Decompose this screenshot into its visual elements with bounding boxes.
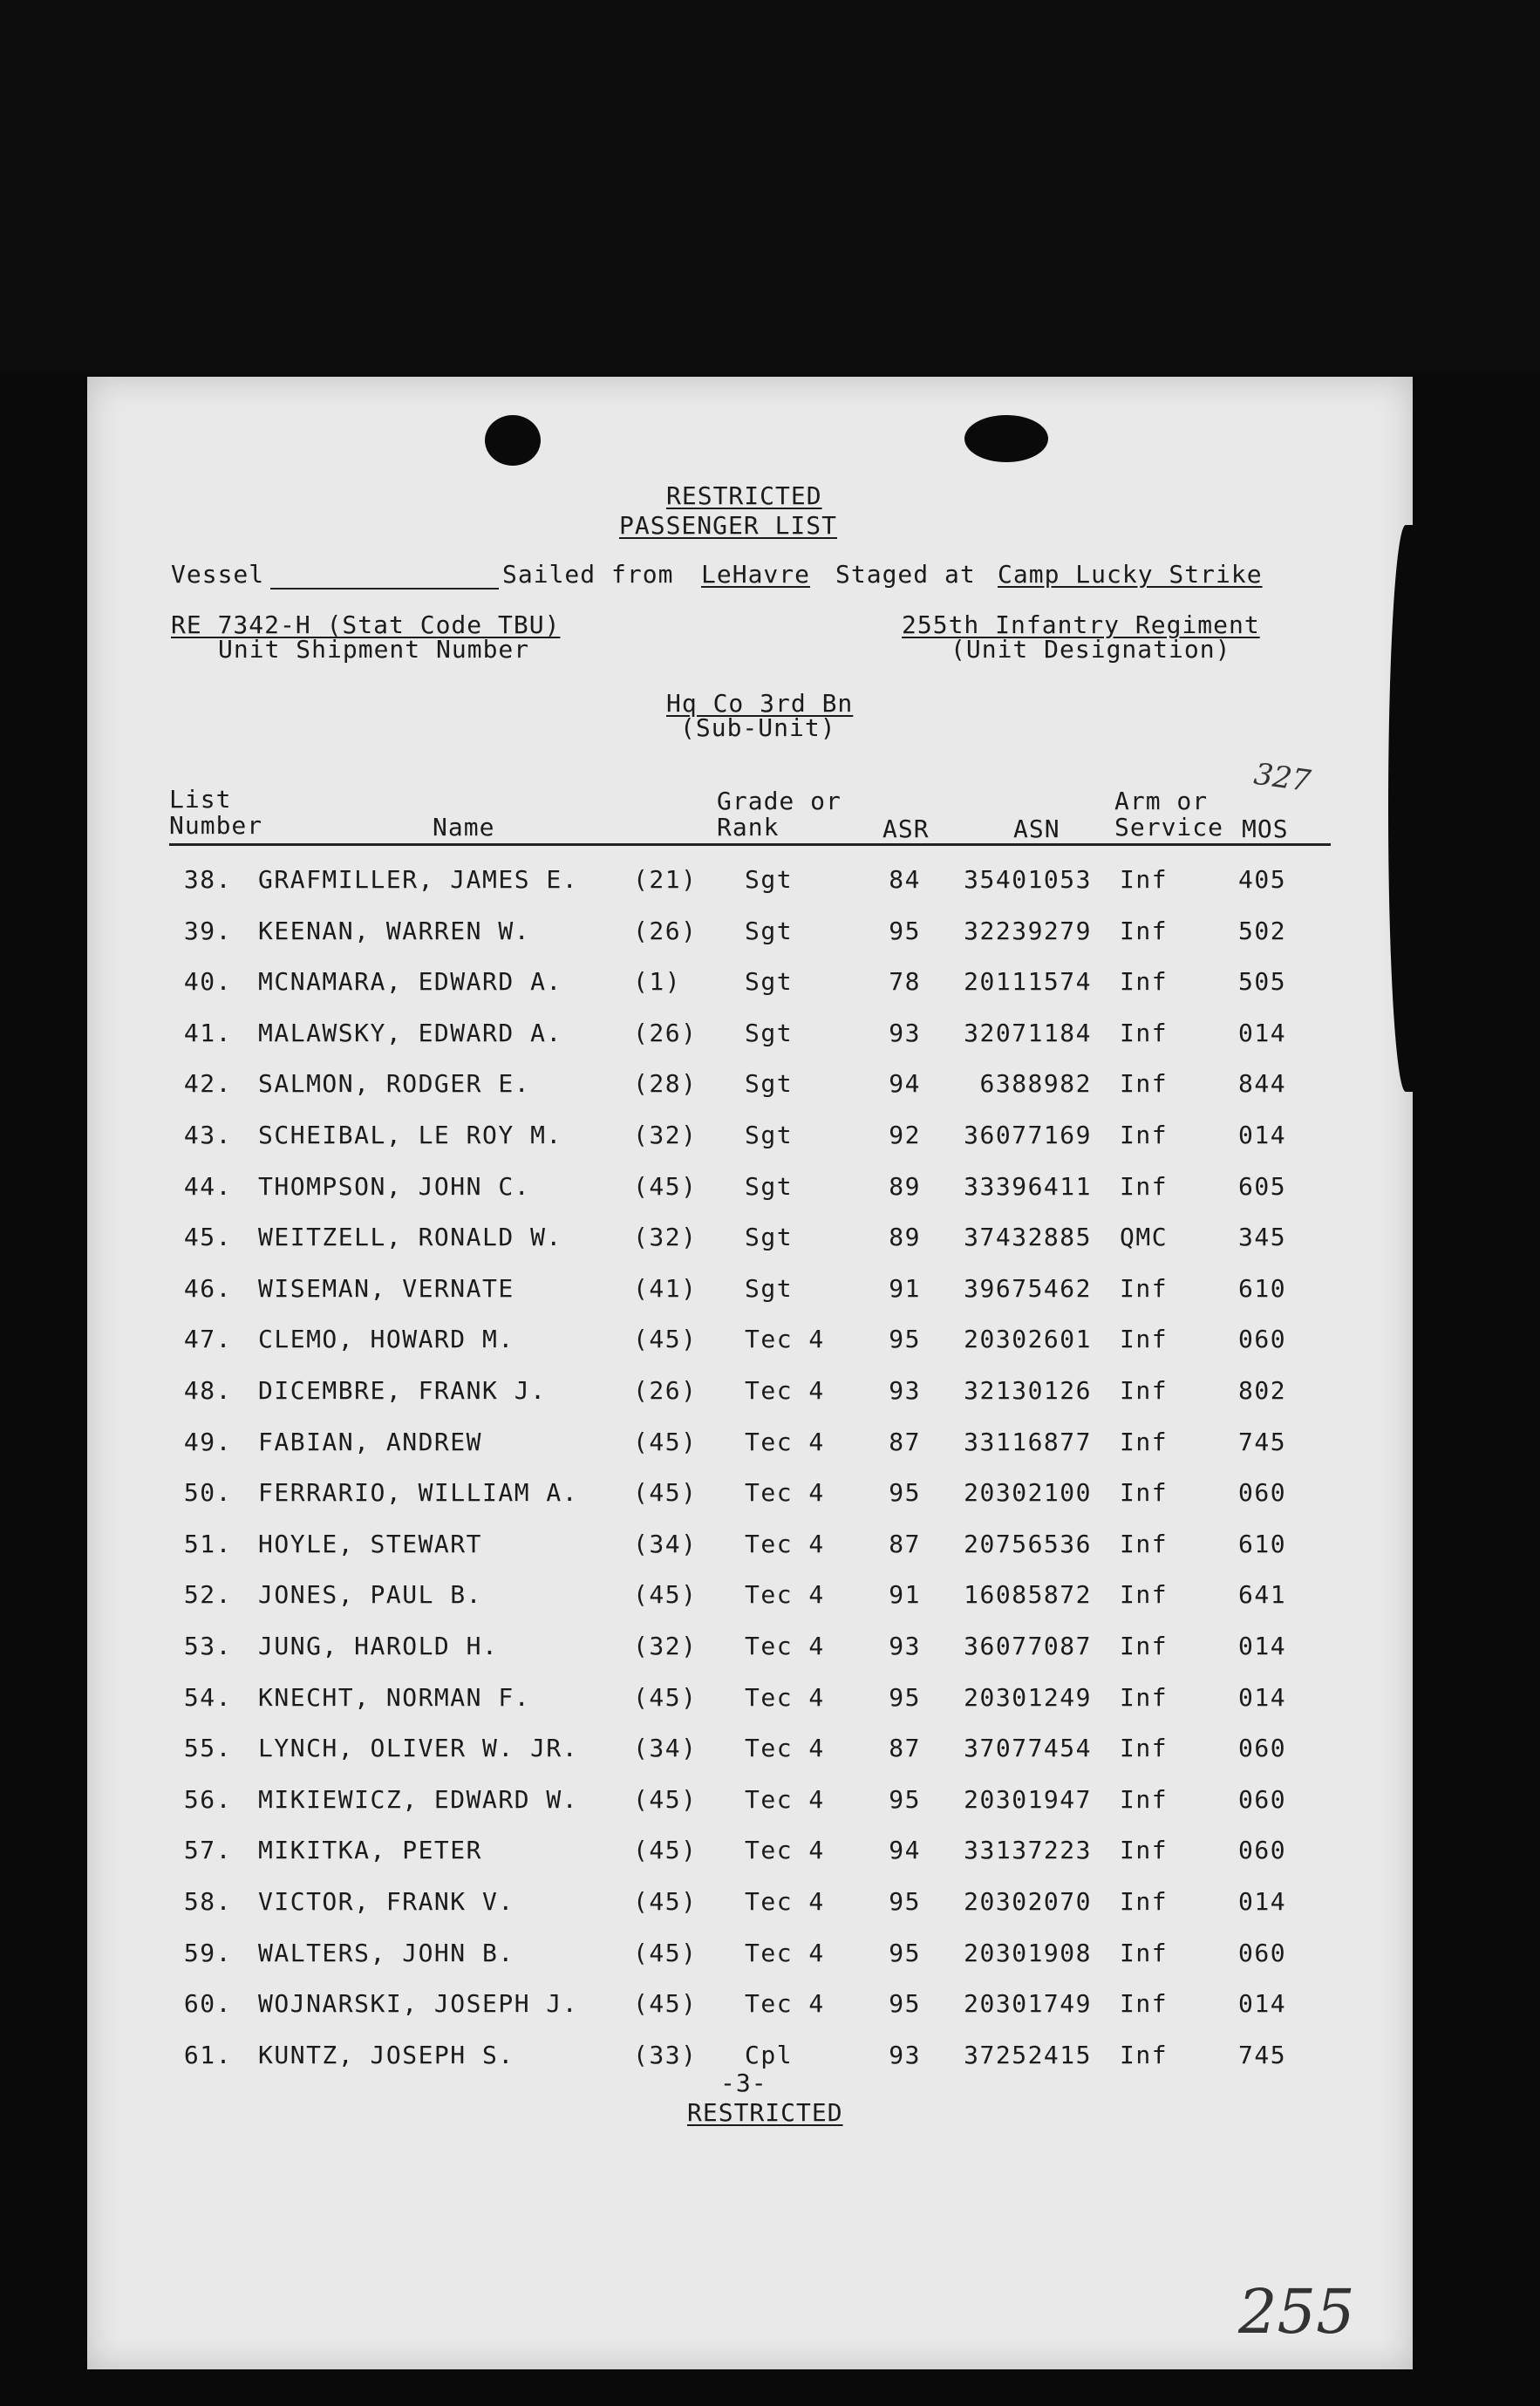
row-name: JONES, PAUL B. <box>258 1580 483 1609</box>
row-number: 52. <box>183 1580 232 1609</box>
col-list-2: Number <box>169 811 263 840</box>
row-arm: Inf <box>1120 1019 1169 1047</box>
staged-label: Staged at <box>835 560 976 589</box>
row-asr: 89 <box>889 1172 921 1201</box>
row-asn: 20111574 <box>964 967 1092 996</box>
row-asr: 93 <box>889 1019 921 1047</box>
row-name: MALAWSKY, EDWARD A. <box>258 1019 562 1047</box>
row-mos: 014 <box>1238 1632 1287 1660</box>
row-code: (34) <box>633 1530 698 1558</box>
row-arm: QMC <box>1120 1223 1169 1251</box>
row-mos: 014 <box>1238 1887 1287 1916</box>
row-rank: Sgt <box>745 1274 794 1303</box>
document-title: PASSENGER LIST <box>619 511 838 540</box>
restricted-bottom: RESTRICTED <box>687 2098 843 2127</box>
row-mos: 605 <box>1238 1172 1287 1201</box>
row-asr: 91 <box>889 1274 921 1303</box>
row-rank: Tec 4 <box>745 1580 825 1609</box>
col-list-1: List <box>169 785 232 814</box>
row-rank: Sgt <box>745 1019 794 1047</box>
subunit-caption: (Sub-Unit) <box>680 713 836 742</box>
row-arm: Inf <box>1120 1836 1169 1864</box>
row-asr: 95 <box>889 1989 921 2018</box>
row-asr: 95 <box>889 1939 921 1967</box>
row-number: 60. <box>183 1989 232 2018</box>
row-asn: 33116877 <box>964 1428 1092 1456</box>
punch-hole-right <box>964 415 1048 462</box>
row-number: 38. <box>183 865 232 894</box>
row-asn: 37077454 <box>964 1734 1092 1762</box>
row-code: (45) <box>633 1428 698 1456</box>
row-name: KUNTZ, JOSEPH S. <box>258 2041 514 2069</box>
handwritten-bottom: 255 <box>1238 2276 1355 2348</box>
document-page <box>87 377 1413 2369</box>
row-asr: 87 <box>889 1530 921 1558</box>
row-number: 43. <box>183 1121 232 1149</box>
row-arm: Inf <box>1120 1428 1169 1456</box>
sailed-value: LeHavre <box>701 560 811 589</box>
row-asr: 93 <box>889 2041 921 2069</box>
row-arm: Inf <box>1120 1069 1169 1098</box>
row-code: (32) <box>633 1223 698 1251</box>
row-mos: 060 <box>1238 1325 1287 1353</box>
row-name: CLEMO, HOWARD M. <box>258 1325 514 1353</box>
row-arm: Inf <box>1120 1530 1169 1558</box>
row-asn: 20302100 <box>964 1478 1092 1507</box>
row-mos: 502 <box>1238 917 1287 945</box>
row-code: (1) <box>633 967 682 996</box>
row-asn: 36077087 <box>964 1632 1092 1660</box>
row-number: 56. <box>183 1785 232 1814</box>
row-name: THOMPSON, JOHN C. <box>258 1172 531 1201</box>
row-mos: 405 <box>1238 865 1287 894</box>
row-arm: Inf <box>1120 1734 1169 1762</box>
row-asn: 37432885 <box>964 1223 1092 1251</box>
row-rank: Sgt <box>745 1121 794 1149</box>
row-arm: Inf <box>1120 1580 1169 1609</box>
row-number: 51. <box>183 1530 232 1558</box>
row-number: 61. <box>183 2041 232 2069</box>
row-number: 46. <box>183 1274 232 1303</box>
row-mos: 345 <box>1238 1223 1287 1251</box>
row-arm: Inf <box>1120 917 1169 945</box>
subunit-value: Hq Co 3rd Bn <box>666 689 854 718</box>
row-rank: Sgt <box>745 967 794 996</box>
row-asr: 95 <box>889 917 921 945</box>
punch-hole-left <box>485 415 541 466</box>
row-asr: 93 <box>889 1376 921 1405</box>
row-name: LYNCH, OLIVER W. JR. <box>258 1734 579 1762</box>
col-mos: MOS <box>1242 814 1289 843</box>
row-name: DICEMBRE, FRANK J. <box>258 1376 547 1405</box>
row-mos: 610 <box>1238 1530 1287 1558</box>
row-code: (45) <box>633 1989 698 2018</box>
row-asr: 95 <box>889 1478 921 1507</box>
row-mos: 505 <box>1238 967 1287 996</box>
row-arm: Inf <box>1120 1887 1169 1916</box>
row-number: 45. <box>183 1223 232 1251</box>
col-name: Name <box>433 813 495 842</box>
row-mos: 060 <box>1238 1734 1287 1762</box>
row-asr: 92 <box>889 1121 921 1149</box>
row-asn: 20301749 <box>964 1989 1092 2018</box>
row-arm: Inf <box>1120 1325 1169 1353</box>
row-code: (45) <box>633 1836 698 1864</box>
row-rank: Tec 4 <box>745 1683 825 1712</box>
row-arm: Inf <box>1120 1785 1169 1814</box>
row-code: (34) <box>633 1734 698 1762</box>
row-name: WEITZELL, RONALD W. <box>258 1223 562 1251</box>
row-name: FABIAN, ANDREW <box>258 1428 483 1456</box>
col-grade-1: Grade or <box>717 787 842 815</box>
handwritten-top: 327 <box>1251 756 1313 800</box>
row-rank: Cpl <box>745 2041 794 2069</box>
row-mos: 802 <box>1238 1376 1287 1405</box>
row-rank: Sgt <box>745 1172 794 1201</box>
row-rank: Tec 4 <box>745 1632 825 1660</box>
row-code: (45) <box>633 1887 698 1916</box>
row-code: (45) <box>633 1478 698 1507</box>
row-name: MCNAMARA, EDWARD A. <box>258 967 562 996</box>
row-number: 50. <box>183 1478 232 1507</box>
row-name: KNECHT, NORMAN F. <box>258 1683 531 1712</box>
row-asr: 95 <box>889 1325 921 1353</box>
row-asn: 32130126 <box>964 1376 1092 1405</box>
unit-caption: (Unit Designation) <box>951 635 1231 664</box>
row-arm: Inf <box>1120 865 1169 894</box>
row-mos: 641 <box>1238 1580 1287 1609</box>
row-code: (32) <box>633 1121 698 1149</box>
col-arm-2: Service <box>1114 813 1224 842</box>
row-asr: 91 <box>889 1580 921 1609</box>
row-mos: 060 <box>1238 1939 1287 1967</box>
row-number: 55. <box>183 1734 232 1762</box>
row-asr: 94 <box>889 1069 921 1098</box>
row-asr: 95 <box>889 1887 921 1916</box>
col-grade-2: Rank <box>717 813 780 842</box>
row-asn: 16085872 <box>964 1580 1092 1609</box>
row-mos: 014 <box>1238 1019 1287 1047</box>
row-name: MIKIEWICZ, EDWARD W. <box>258 1785 579 1814</box>
row-mos: 610 <box>1238 1274 1287 1303</box>
row-arm: Inf <box>1120 2041 1169 2069</box>
row-asn: 20302601 <box>964 1325 1092 1353</box>
row-rank: Tec 4 <box>745 1836 825 1864</box>
row-name: MIKITKA, PETER <box>258 1836 483 1864</box>
row-asn: 36077169 <box>964 1121 1092 1149</box>
scan-background <box>0 0 1540 375</box>
row-asr: 78 <box>889 967 921 996</box>
row-asn: 37252415 <box>964 2041 1092 2069</box>
col-arm-1: Arm or <box>1114 787 1209 815</box>
row-code: (21) <box>633 865 698 894</box>
row-number: 44. <box>183 1172 232 1201</box>
row-number: 54. <box>183 1683 232 1712</box>
row-mos: 014 <box>1238 1683 1287 1712</box>
row-arm: Inf <box>1120 1683 1169 1712</box>
row-arm: Inf <box>1120 1376 1169 1405</box>
row-asr: 95 <box>889 1683 921 1712</box>
row-arm: Inf <box>1120 1274 1169 1303</box>
row-rank: Sgt <box>745 865 794 894</box>
col-asn: ASN <box>1013 814 1060 843</box>
row-code: (26) <box>633 917 698 945</box>
row-name: WOJNARSKI, JOSEPH J. <box>258 1989 579 2018</box>
row-arm: Inf <box>1120 1632 1169 1660</box>
row-arm: Inf <box>1120 1172 1169 1201</box>
row-code: (26) <box>633 1019 698 1047</box>
row-mos: 745 <box>1238 2041 1287 2069</box>
header-rule <box>169 843 1331 846</box>
row-arm: Inf <box>1120 1478 1169 1507</box>
row-name: WISEMAN, VERNATE <box>258 1274 514 1303</box>
row-name: SCHEIBAL, LE ROY M. <box>258 1121 562 1149</box>
row-rank: Sgt <box>745 1223 794 1251</box>
row-code: (28) <box>633 1069 698 1098</box>
row-code: (41) <box>633 1274 698 1303</box>
row-name: JUNG, HAROLD H. <box>258 1632 499 1660</box>
row-code: (33) <box>633 2041 698 2069</box>
row-rank: Tec 4 <box>745 1376 825 1405</box>
row-rank: Tec 4 <box>745 1428 825 1456</box>
row-arm: Inf <box>1120 1939 1169 1967</box>
row-asr: 84 <box>889 865 921 894</box>
row-mos: 060 <box>1238 1785 1287 1814</box>
row-asn: 35401053 <box>964 865 1092 894</box>
row-name: FERRARIO, WILLIAM A. <box>258 1478 579 1507</box>
row-code: (45) <box>633 1939 698 1967</box>
vessel-label: Vessel <box>171 560 265 589</box>
row-rank: Tec 4 <box>745 1530 825 1558</box>
row-mos: 014 <box>1238 1989 1287 2018</box>
row-asn: 20756536 <box>964 1530 1092 1558</box>
row-code: (45) <box>633 1172 698 1201</box>
row-number: 40. <box>183 967 232 996</box>
row-number: 49. <box>183 1428 232 1456</box>
row-rank: Tec 4 <box>745 1887 825 1916</box>
torn-edge <box>1388 525 1423 1092</box>
row-rank: Tec 4 <box>745 1939 825 1967</box>
row-number: 47. <box>183 1325 232 1353</box>
row-number: 57. <box>183 1836 232 1864</box>
row-asn: 32071184 <box>964 1019 1092 1047</box>
row-rank: Tec 4 <box>745 1478 825 1507</box>
row-asr: 95 <box>889 1785 921 1814</box>
row-code: (26) <box>633 1376 698 1405</box>
row-number: 53. <box>183 1632 232 1660</box>
row-asr: 87 <box>889 1734 921 1762</box>
row-number: 41. <box>183 1019 232 1047</box>
row-rank: Sgt <box>745 917 794 945</box>
row-mos: 060 <box>1238 1478 1287 1507</box>
row-code: (45) <box>633 1785 698 1814</box>
row-asn: 32239279 <box>964 917 1092 945</box>
row-arm: Inf <box>1120 1121 1169 1149</box>
row-number: 59. <box>183 1939 232 1967</box>
row-number: 42. <box>183 1069 232 1098</box>
col-asr: ASR <box>882 814 930 843</box>
row-name: HOYLE, STEWART <box>258 1530 483 1558</box>
shipment-caption: Unit Shipment Number <box>218 635 530 664</box>
row-asn: 39675462 <box>964 1274 1092 1303</box>
row-number: 48. <box>183 1376 232 1405</box>
row-number: 58. <box>183 1887 232 1916</box>
row-rank: Tec 4 <box>745 1734 825 1762</box>
row-code: (45) <box>633 1580 698 1609</box>
restricted-top: RESTRICTED <box>666 481 822 510</box>
row-name: GRAFMILLER, JAMES E. <box>258 865 579 894</box>
row-number: 39. <box>183 917 232 945</box>
shipment-number: RE 7342-H (Stat Code TBU) <box>171 610 561 639</box>
row-arm: Inf <box>1120 967 1169 996</box>
row-asn: 20301908 <box>964 1939 1092 1967</box>
row-asn: 6388982 <box>979 1069 1092 1098</box>
row-asr: 87 <box>889 1428 921 1456</box>
row-code: (45) <box>633 1683 698 1712</box>
row-mos: 060 <box>1238 1836 1287 1864</box>
staged-value: Camp Lucky Strike <box>998 560 1263 589</box>
vessel-blank-line <box>270 588 499 590</box>
row-asn: 33137223 <box>964 1836 1092 1864</box>
row-rank: Tec 4 <box>745 1325 825 1353</box>
row-rank: Tec 4 <box>745 1785 825 1814</box>
row-name: VICTOR, FRANK V. <box>258 1887 514 1916</box>
row-mos: 014 <box>1238 1121 1287 1149</box>
sailed-label: Sailed from <box>502 560 674 589</box>
row-mos: 844 <box>1238 1069 1287 1098</box>
row-code: (32) <box>633 1632 698 1660</box>
row-mos: 745 <box>1238 1428 1287 1456</box>
row-asn: 20301249 <box>964 1683 1092 1712</box>
row-arm: Inf <box>1120 1989 1169 2018</box>
row-asn: 33396411 <box>964 1172 1092 1201</box>
row-asr: 93 <box>889 1632 921 1660</box>
row-rank: Tec 4 <box>745 1989 825 2018</box>
row-name: WALTERS, JOHN B. <box>258 1939 514 1967</box>
row-name: KEENAN, WARREN W. <box>258 917 531 945</box>
page-number: -3- <box>720 2069 767 2097</box>
row-asn: 20301947 <box>964 1785 1092 1814</box>
row-name: SALMON, RODGER E. <box>258 1069 531 1098</box>
row-asr: 89 <box>889 1223 921 1251</box>
row-code: (45) <box>633 1325 698 1353</box>
row-asr: 94 <box>889 1836 921 1864</box>
row-asn: 20302070 <box>964 1887 1092 1916</box>
row-rank: Sgt <box>745 1069 794 1098</box>
unit-designation: 255th Infantry Regiment <box>902 610 1260 639</box>
